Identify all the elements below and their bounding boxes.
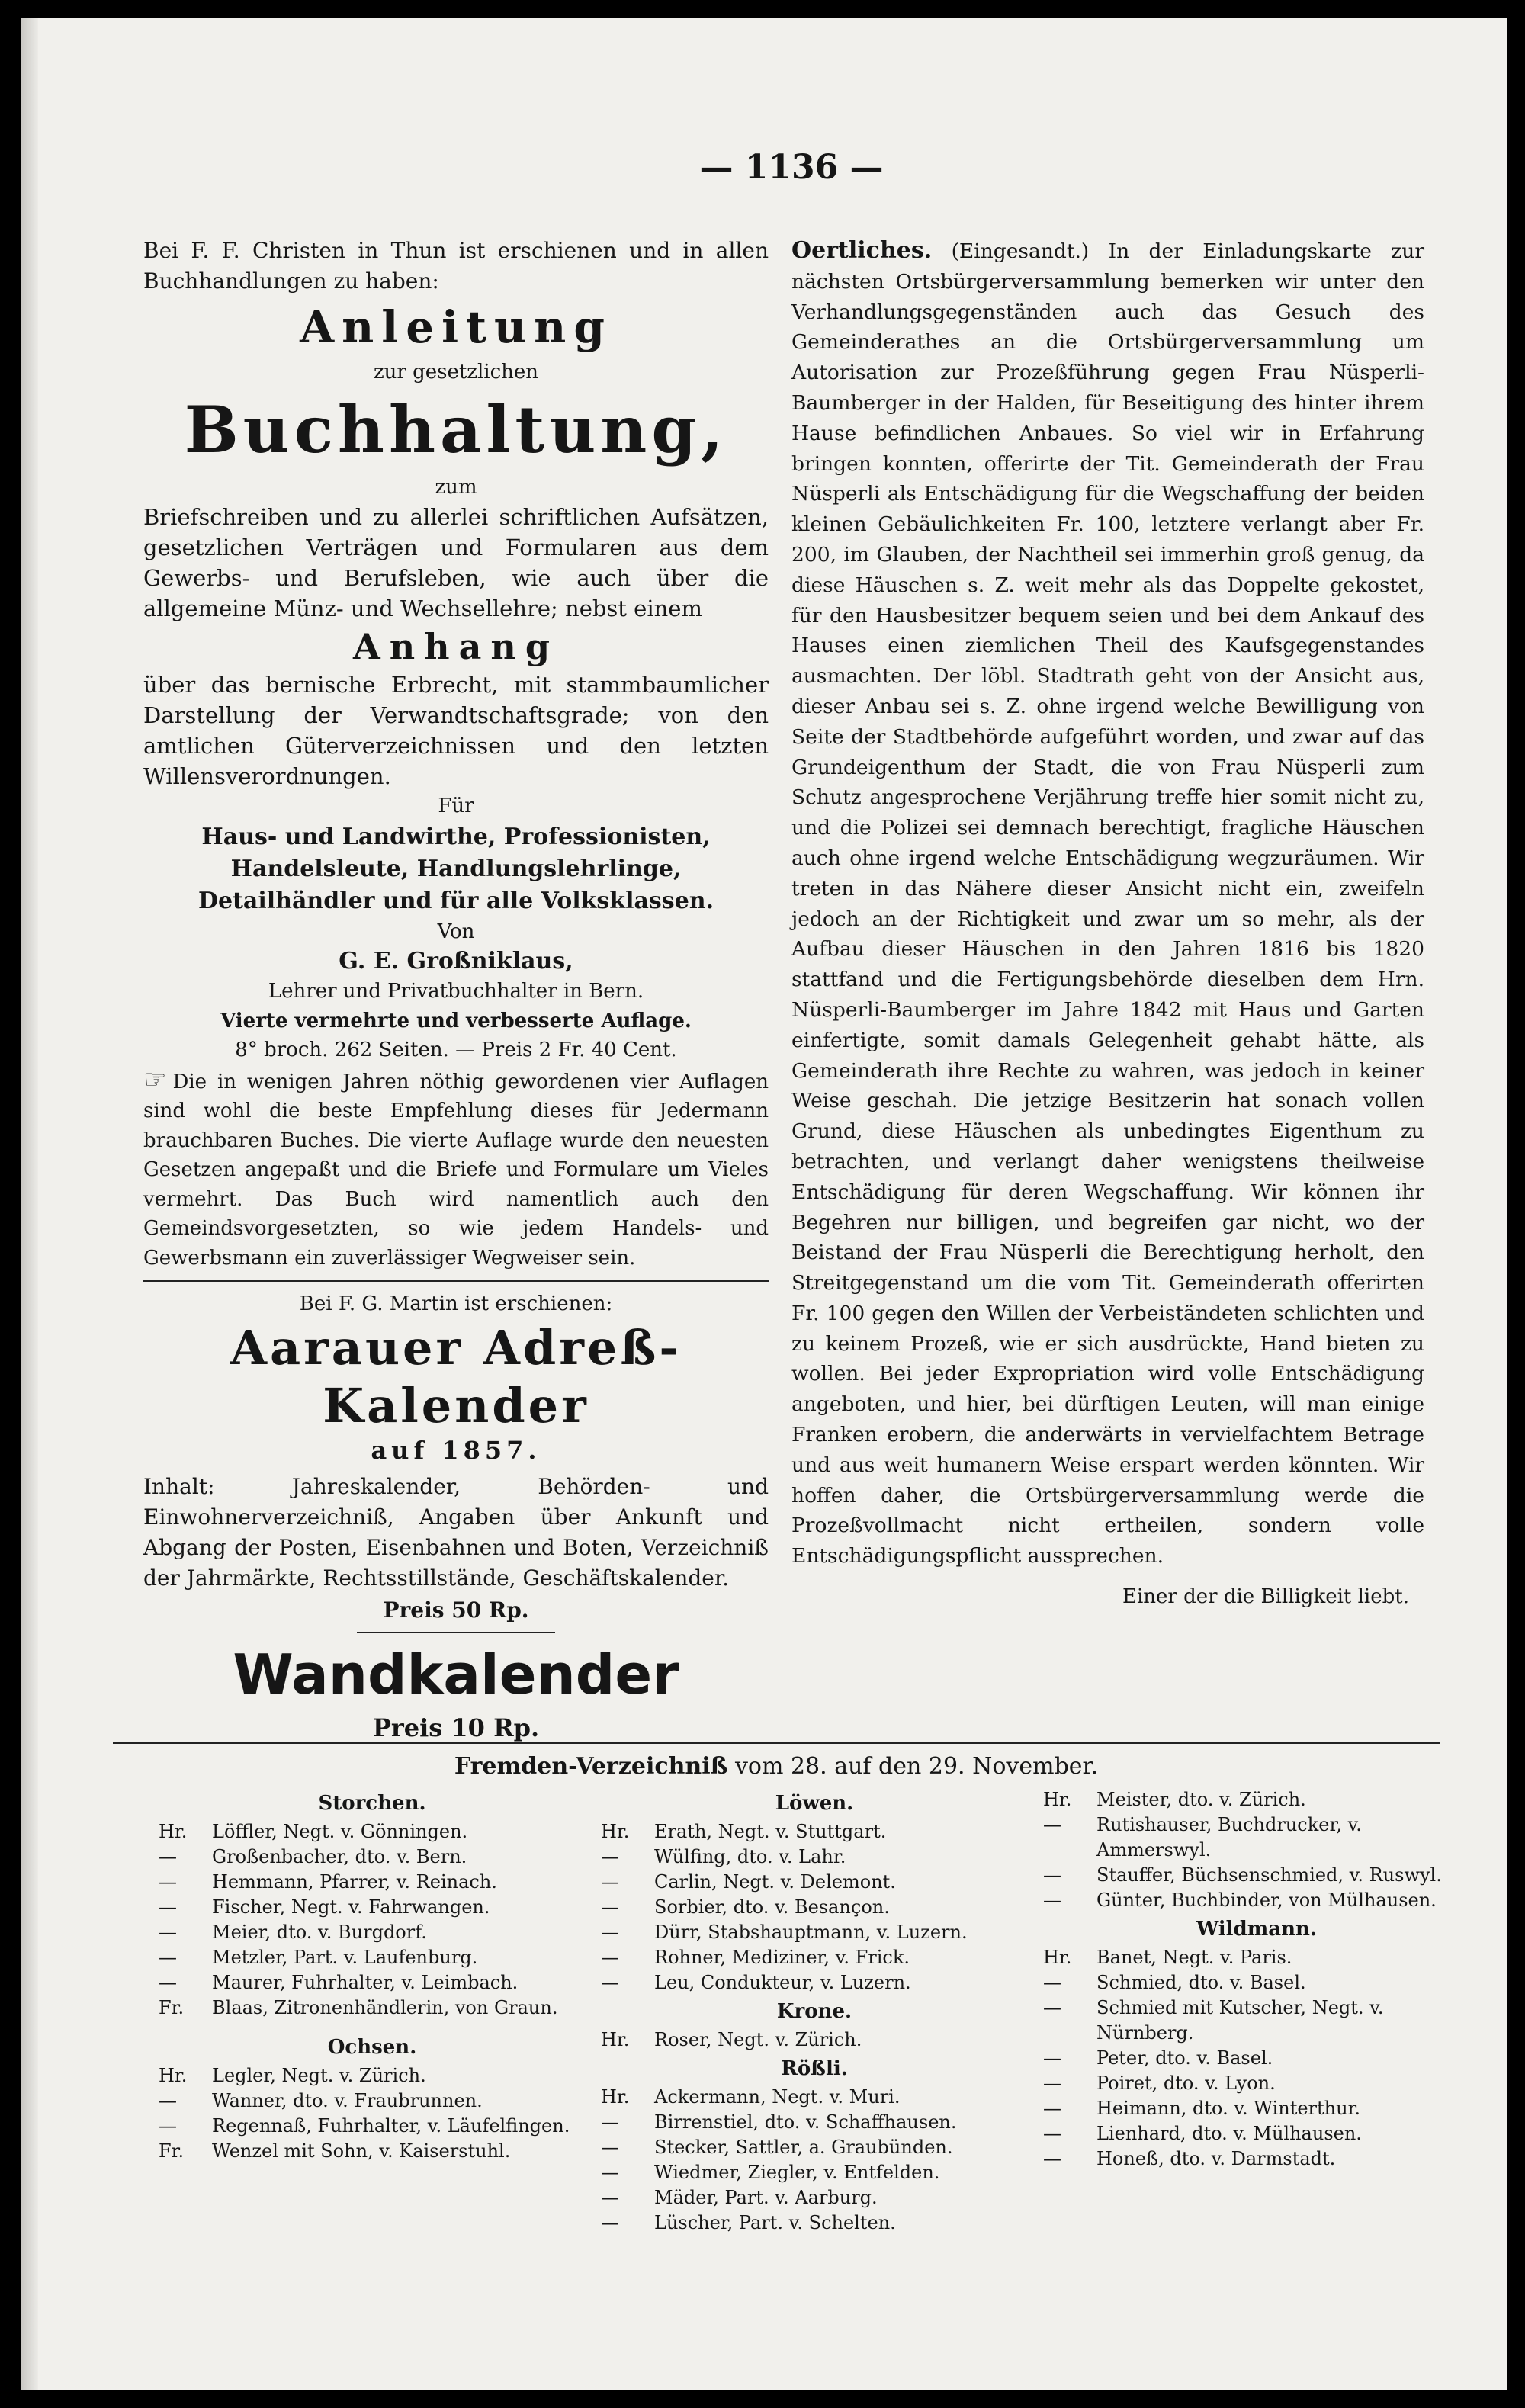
pointing-hand-icon: ☞ <box>143 1064 167 1095</box>
guest-name: Legler, Negt. v. Zürich. <box>212 2065 426 2086</box>
guest-entry <box>1043 2046 1470 2071</box>
guest-entry <box>159 1819 586 1845</box>
guest-name: Großenbacher, dto. v. Bern. <box>212 1846 467 1867</box>
guest-title: — <box>601 1896 619 1918</box>
guest-title: Hr. <box>1043 1947 1072 1968</box>
guest-entry <box>1043 1863 1470 1888</box>
guest-title: Hr. <box>159 1821 188 1842</box>
guest-name: Erath, Negt. v. Stuttgart. <box>654 1821 887 1842</box>
local-news-column <box>791 236 1424 1612</box>
guest-entry <box>1043 2146 1470 2172</box>
guest-name: Roser, Negt. v. Zürich. <box>654 2029 862 2050</box>
guest-title: Hr. <box>159 2065 188 2086</box>
guest-name: Heimann, dto. v. Winterthur. <box>1096 2098 1361 2119</box>
guest-title: — <box>1043 1972 1061 1993</box>
guest-entry <box>1043 2071 1470 2096</box>
book-anhang-heading: Anhang <box>353 626 559 667</box>
guest-entry <box>159 2139 586 2164</box>
page-spine-shadow <box>21 18 38 2390</box>
guest-title: — <box>159 1846 177 1867</box>
book-description: Briefschreiben und zu allerlei schriftlichen Aufsätzen, gesetzlichen Verträgen und Formularen aus dem Gewerbs- und Berufsleben, wie auch über die allgemeine Münz- und Wechsellehre; nebst einem <box>143 504 769 621</box>
guest-list-column-3 <box>1043 1787 1470 2172</box>
guest-entry <box>1043 1812 1470 1863</box>
guest-list-column-1 <box>159 1787 586 2164</box>
hotel-heading: Storchen. <box>318 1792 426 1815</box>
book-recommendation <box>143 1065 769 1273</box>
guest-name: Hemmann, Pfarrer, v. Reinach. <box>212 1871 497 1893</box>
adress-kalender-price: Preis 50 Rp. <box>383 1597 529 1623</box>
guest-entry <box>601 1819 1028 1845</box>
guest-title: — <box>159 2115 177 2137</box>
guest-title: — <box>601 2162 619 2183</box>
guest-name: Wenzel mit Sohn, v. Kaiserstuhl. <box>212 2140 511 2162</box>
guest-title: Hr. <box>601 1821 630 1842</box>
guest-title: — <box>1043 2047 1061 2069</box>
guest-name: Meier, dto. v. Burgdorf. <box>212 1922 427 1943</box>
guest-name: Metzler, Part. v. Laufenburg. <box>212 1947 478 1968</box>
guest-entry <box>159 2089 586 2114</box>
guest-title: — <box>1043 1864 1061 1886</box>
book-price-line: 8° broch. 262 Seiten. — Preis 2 Fr. 40 Cent. <box>235 1039 677 1061</box>
guest-name: Lüscher, Part. v. Schelten. <box>654 2212 896 2233</box>
guest-title: — <box>159 1896 177 1918</box>
guest-entry <box>159 1945 586 1970</box>
guest-entry <box>601 1945 1028 1970</box>
guest-name: Dürr, Stabshauptmann, v. Luzern. <box>654 1922 968 1943</box>
guest-name: Carlin, Negt. v. Delemont. <box>654 1871 896 1893</box>
guest-entry <box>601 2135 1028 2160</box>
guest-title: Hr. <box>1043 1789 1072 1810</box>
guest-title: — <box>159 1947 177 1968</box>
newspaper-page <box>21 18 1507 2390</box>
guest-title: Fr. <box>159 1997 185 2018</box>
book-anhang-description: über das bernische Erbrecht, mit stammbaumlicher Darstellung der Verwandtschaftsgrade; von den amtlichen Güterverzeichnissen und den letzten Willensverordnungen. <box>143 672 769 789</box>
book-zum: zum <box>435 475 477 499</box>
adress-kalender-year: auf 1857. <box>371 1435 541 1465</box>
guest-entry <box>1043 1970 1470 1995</box>
guest-name: Lienhard, dto. v. Mülhausen. <box>1096 2123 1362 2144</box>
guest-title: — <box>601 1846 619 1867</box>
adress-kalender-title: Aarauer Adreß-Kalender <box>230 1319 682 1434</box>
guest-name: Wanner, dto. v. Fraubrunnen. <box>212 2090 483 2111</box>
guest-entry <box>601 2211 1028 2236</box>
guest-name: Stecker, Sattler, a. Graubünden. <box>654 2137 953 2158</box>
book-fuer: Für <box>438 795 474 817</box>
hotel-heading: Ochsen. <box>327 2036 417 2059</box>
guest-entry <box>1043 1888 1470 1913</box>
guest-name: Honeß, dto. v. Darmstadt. <box>1096 2148 1336 2169</box>
book-author: G. E. Großniklaus, <box>339 948 573 974</box>
guest-name: Poiret, dto. v. Lyon. <box>1096 2072 1276 2094</box>
guest-title: — <box>1043 2098 1061 2119</box>
guest-name: Meister, dto. v. Zürich. <box>1096 1789 1306 1810</box>
guest-name: Ackermann, Negt. v. Muri. <box>654 2086 901 2108</box>
book-audience: Haus- und Landwirthe, Professionisten, Handelsleute, Handlungslehrlinge, Detailhändler und für alle Volksklassen. <box>197 823 714 914</box>
guest-entry <box>1043 1995 1470 2046</box>
wandkalender-price: Preis 10 Rp. <box>372 1713 540 1742</box>
guest-title: — <box>601 1922 619 1943</box>
guest-title: — <box>1043 1889 1061 1911</box>
guest-entry <box>159 1995 586 2021</box>
guest-entry <box>159 1895 586 1920</box>
book-title-buchhaltung: Buchhaltung, <box>184 391 728 467</box>
guest-title: — <box>601 2137 619 2158</box>
guest-name: Stauffer, Büchsenschmied, v. Ruswyl. <box>1096 1864 1442 1886</box>
guest-name: Löffler, Negt. v. Gönningen. <box>212 1821 468 1842</box>
guest-name: Banet, Negt. v. Paris. <box>1096 1947 1292 1968</box>
guest-name: Sorbier, dto. v. Besançon. <box>654 1896 890 1918</box>
guest-name: Rohner, Mediziner, v. Frick. <box>654 1947 910 1968</box>
guest-title: — <box>601 2187 619 2208</box>
guest-entry <box>159 2114 586 2139</box>
guest-name: Leu, Condukteur, v. Luzern. <box>654 1972 911 1993</box>
book-title-anleitung: Anleitung <box>300 301 612 353</box>
guest-title: — <box>1043 2123 1061 2144</box>
guest-name: Wülfing, dto. v. Lahr. <box>654 1846 846 1867</box>
list-divider <box>113 1742 1440 1744</box>
guest-name: Schmied mit Kutscher, Negt. v. Nürnberg. <box>1096 1997 1384 2044</box>
martin-ad-intro: Bei F. G. Martin ist erschienen: <box>299 1292 613 1315</box>
book-title-sub: zur gesetzlichen <box>373 361 539 384</box>
list-gap <box>159 2021 586 2031</box>
guest-title: — <box>1043 2072 1061 2094</box>
guest-entry <box>601 1920 1028 1945</box>
book-edition: Vierte vermehrte und verbesserte Auflage. <box>220 1009 692 1032</box>
guest-entry <box>601 2028 1028 2053</box>
guest-entry <box>601 2110 1028 2135</box>
article-body: In der Einladungskarte zur nächsten Ortsbürgerversammlung bemerken wir unter den Verhandlungsgegenständen auch das Gesuch des Gemeinderathes an die Ortsbürgerversammlung um Autorisation zur Prozeßführung gegen Frau Nüsperli-Baumberger in der Halden, für Beseitigung des hinter ihrem Hause befindlichen Anbaues. So viel wir in Erfahrung bringen konnten, offerirte der Tit. Gemeinderath der Frau Nüsperli als Entschädigung für die Wegschaffung der beiden kleinen Gebäulichkeiten Fr. 100, letztere verlangt aber Fr. 200, im Glauben, der Nachtheil sei immerhin groß genug, da diese Häuschen s. Z. weit mehr als das Doppelte gekostet, für den Hausbesitzer bequem seien und bei dem Ankauf des Hauses einen ziemlichen Theil des Kaufsgegenstandes ausmachten. Der löbl. Stadtrath geht von der Ansicht aus, dieser Anbau sei s. Z. ohne irgend welche Bewilligung von Seite der Stadtbehörde aufgeführt worden, und zwar auf das Grundeigenthum der Stadt, die von Frau Nüsperli zum Schutz angesprochene Verjährung treffe hier somit nicht zu, und die Polizei sei demnach berechtigt, fragliche Häuschen auch ohne irgend welche Entschädigung wegzuräumen. Wir treten in das Nähere dieser Ansicht nicht ein, zweifeln jedoch an der Richtigkeit und zwar um so mehr, als der Aufbau dieser Häuschen in den Jahren 1816 bis 1820 stattfand und die Fertigungsbehörde dieselben dem Hrn. Nüsperli-Baumberger im Jahre 1842 mit Haus und Garten einfertigte, somit damals Gelegenheit gehabt hätte, als Gemeinderath ihre Rechte zu wahren, was jedoch in keiner Weise geschah. Die jetzige Besitzerin hat sonach vollen Grund, diese Häuschen als unbedingtes Eigenthum zu betrachten, und verlangt daher wenigstens theilweise Entschädigung für deren Wegschaffung. Wir können ihr Begehren nur billigen, und begreifen gar nicht, wo der Beistand der Frau Nüsperli die Berechtigung herholt, den Streitgegenstand um die vom Tit. Gemeinderath offerirten Fr. 100 gegen den Willen der Verbeiständeten schlichten und zu keinem Prozeß, wie er sich ausdrückte, Hand bieten zu wollen. Bei jeder Expropriation wird volle Entschädigung angeboten, und hier, bei dürftigen Leuten, will man einige Franken erobern, die anderwärts in vervielfachtem Betrage und aus weit humanern Weise erspart werden könnten. Wir hoffen daher, die Ortsbürgerversammlung werde die Prozeßvollmacht nicht ertheilen, sondern volle Entschädigungspflicht aussprechen. <box>791 239 1424 1568</box>
book-von: Von <box>437 920 475 943</box>
guest-title: — <box>1043 2148 1061 2169</box>
article-signature: Einer der die Billigkeit liebt. <box>1122 1585 1409 1609</box>
guest-entry <box>159 1870 586 1895</box>
guest-name: Regennaß, Fuhrhalter, v. Läufelfingen. <box>212 2115 570 2137</box>
guest-name: Günter, Buchbinder, von Mülhausen. <box>1096 1889 1437 1911</box>
guest-entry <box>159 1970 586 1995</box>
guest-title: — <box>159 1972 177 1993</box>
hotel-heading: Rößli. <box>781 2057 848 2080</box>
guest-title: — <box>159 2090 177 2111</box>
wandkalender-title: Wandkalender <box>233 1642 679 1706</box>
oertliches-article <box>791 236 1424 1572</box>
christen-ad-intro: Bei F. F. Christen in Thun ist erschienen und in allen Buchhandlungen zu haben: <box>143 238 769 294</box>
short-divider <box>357 1632 555 1633</box>
guest-entry <box>601 1870 1028 1895</box>
guest-title: Hr. <box>601 2029 630 2050</box>
guest-name: Birrenstiel, dto. v. Schaffhausen. <box>654 2111 957 2133</box>
book-author-description: Lehrer und Privatbuchhalter in Bern. <box>268 980 644 1003</box>
hotel-heading: Löwen. <box>775 1792 854 1815</box>
page-number: — 1136 — <box>699 148 884 187</box>
guest-title: — <box>601 2111 619 2133</box>
adress-kalender-contents: Inhalt: Jahreskalender, Behörden- und Einwohnerverzeichniß, Angaben über Ankunft und Abgang der Posten, Eisenbahnen und Boten, Verzeichniß der Jahrmärkte, Rechtsstillstände, Geschäftskalender. <box>143 1473 769 1591</box>
guest-name: Peter, dto. v. Basel. <box>1096 2047 1273 2069</box>
advertisement-column <box>143 236 769 1745</box>
guest-entry <box>601 1845 1028 1870</box>
guest-name: Wiedmer, Ziegler, v. Entfelden. <box>654 2162 940 2183</box>
guest-name: Mäder, Part. v. Aarburg. <box>654 2187 878 2208</box>
guest-title: Hr. <box>601 2086 630 2108</box>
guest-title: — <box>601 1947 619 1968</box>
hotel-heading: Wildmann. <box>1196 1918 1317 1941</box>
guest-name: Blaas, Zitronenhändlerin, von Graun. <box>212 1997 558 2018</box>
fremden-verzeichnis-title <box>113 1753 1440 1780</box>
guest-entry <box>159 1920 586 1945</box>
guest-title: Fr. <box>159 2140 185 2162</box>
guest-title: — <box>1043 1814 1061 1835</box>
guest-entry <box>1043 1787 1470 1812</box>
guest-name: Rutishauser, Buchdrucker, v. Ammerswyl. <box>1096 1814 1362 1861</box>
guest-entry <box>601 2085 1028 2110</box>
guest-name: Maurer, Fuhrhalter, v. Leimbach. <box>212 1972 518 1993</box>
guest-title: — <box>601 1871 619 1893</box>
hotel-heading: Krone. <box>776 2000 852 2023</box>
fremden-verzeichnis-heading: Fremden-Verzeichniß <box>454 1753 728 1780</box>
guest-name: Schmied, dto. v. Basel. <box>1096 1972 1306 1993</box>
guest-entry <box>601 2160 1028 2185</box>
fremden-verzeichnis-date: vom 28. auf den 29. November. <box>727 1753 1099 1780</box>
book-recommendation-text: Die in wenigen Jahren nöthig gewordenen vier Auflagen sind wohl die beste Empfehlung dieses für Jedermann brauchbaren Buches. Die vierte Auflage wurde den neuesten Gesetzen angepaßt und die Briefe und Formulare um Vieles vermehrt. Das Buch wird namentlich auch den Gemeindsvorgesetzten, so wie jedem Handels- und Gewerbsmann ein zuverlässiger Wegweiser sein. <box>143 1070 769 1270</box>
guest-title: — <box>159 1871 177 1893</box>
guest-entry <box>159 2063 586 2089</box>
guest-title: — <box>1043 1997 1061 2018</box>
article-heading-note: (Eingesandt.) <box>951 239 1090 263</box>
guest-entry <box>159 1845 586 1870</box>
guest-list-column-2 <box>601 1787 1028 2236</box>
guest-name: Fischer, Negt. v. Fahrwangen. <box>212 1896 490 1918</box>
guest-title: — <box>601 1972 619 1993</box>
guest-entry <box>601 1970 1028 1995</box>
guest-entry <box>1043 2121 1470 2146</box>
guest-title: — <box>159 1922 177 1943</box>
guest-title: — <box>601 2212 619 2233</box>
ad-divider <box>143 1280 769 1282</box>
guest-entry <box>601 2185 1028 2211</box>
article-heading: Oertliches. <box>791 237 933 264</box>
guest-entry <box>601 1895 1028 1920</box>
guest-entry <box>1043 2096 1470 2121</box>
guest-entry <box>1043 1945 1470 1970</box>
